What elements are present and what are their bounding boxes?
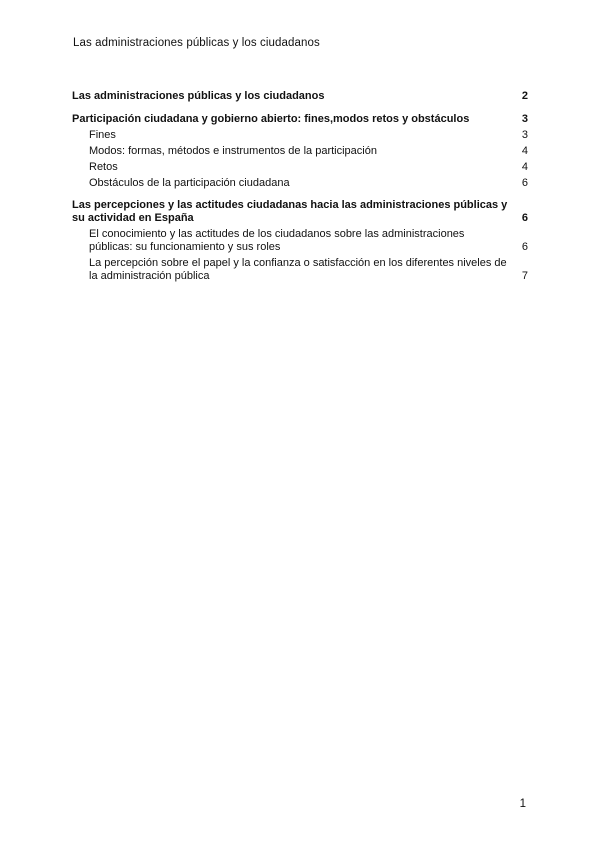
toc-entry-subheading[interactable] [89,145,528,158]
toc-entry-page: 6 [521,212,528,224]
toc-entry-title: Las administraciones públicas y los ciudadanos [72,90,325,102]
toc-entry-title: Obstáculos de la participación ciudadana [89,177,290,189]
toc-entry-subheading[interactable] [89,161,528,174]
toc-entry-page: 3 [521,113,528,125]
toc-entry-subheading[interactable] [89,228,528,254]
toc-entry-subheading[interactable] [89,257,528,283]
toc-entry-title: Fines [89,129,116,141]
toc-entry-subheading[interactable] [89,129,528,142]
toc-entry-page: 7 [521,270,528,282]
toc-entry-page: 6 [521,177,528,189]
toc-entry-heading[interactable] [72,113,528,126]
toc-entry-subheading[interactable] [89,177,528,190]
toc-entry-title: Modos: formas, métodos e instrumentos de la participación [89,145,377,157]
toc-entry-title: Las percepciones y las actitudes ciudadanas hacia las administraciones públicas y su actividad en España [72,199,508,224]
toc-entry-heading[interactable] [72,90,528,103]
toc-entry-page: 2 [521,90,528,102]
toc-entry-title: Retos [89,161,118,173]
page-number: 1 [519,798,526,810]
toc-entry-title: Participación ciudadana y gobierno abierto: fines,modos retos y obstáculos [72,113,470,125]
toc-entry-page: 3 [521,129,528,141]
running-header: Las administraciones públicas y los ciudadanos [73,37,320,49]
toc-entry-title: El conocimiento y las actitudes de los ciudadanos sobre las administraciones públicas: su funcionamiento y sus roles [89,228,465,253]
toc-entry-title: La percepción sobre el papel y la confianza o satisfacción en los diferentes niveles de la administración pública [89,257,507,282]
toc-entry-page: 6 [521,241,528,253]
toc-entry-page: 4 [521,145,528,157]
toc-entry-page: 4 [521,161,528,173]
table-of-contents [72,90,528,286]
toc-entry-heading[interactable] [72,199,528,225]
